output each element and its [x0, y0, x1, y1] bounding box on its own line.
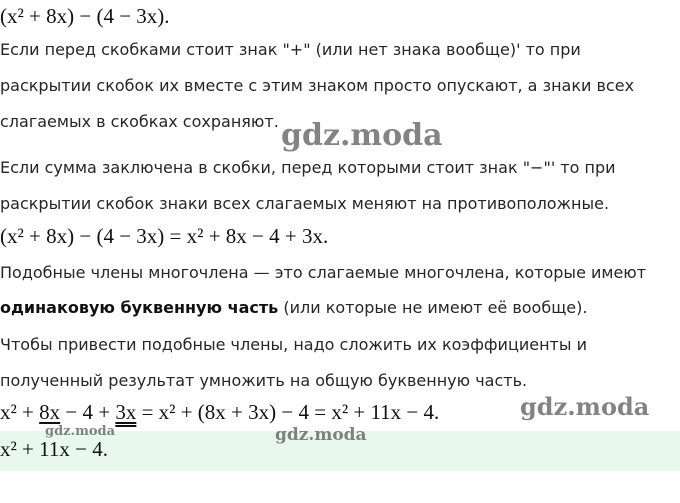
like-term-2: 3x — [115, 400, 137, 424]
watermark-logo: gdz.moda — [520, 392, 650, 421]
definition-line-2 — [0, 298, 587, 317]
rule-minus-line-2: раскрытии скобок знаки всех слагаемых меняют на противоположные. — [0, 194, 610, 213]
rule-minus-line-1: Если сумма заключена в скобки, перед которыми стоит знак "−"' то при — [0, 158, 616, 177]
equation-collect-middle: − 4 + — [60, 400, 116, 424]
rule-plus-line-2: раскрытии скобок их вместе с этим знаком просто опускают, а знаки всех — [0, 76, 635, 95]
equation-expanded: (x² + 8x) − (4 − 3x) = x² + 8x − 4 + 3x. — [0, 224, 329, 248]
equation-collect-end: = x² + (8x + 3x) − 4 = x² + 11x − 4. — [136, 400, 440, 424]
rule-collect-line-2: полученный результат умножить на общую буквенную часть. — [0, 371, 528, 390]
watermark-logo: gdz.moda — [275, 425, 367, 445]
equation-collect — [0, 400, 439, 425]
equation-collect-start: x² + — [0, 400, 40, 424]
equation-original: (x² + 8x) − (4 − 3x). — [0, 4, 170, 28]
definition-line-1: Подобные члены многочлена — это слагаемые многочлена, которые имеют — [0, 263, 647, 282]
rule-plus-line-1: Если перед скобками стоит знак "+" (или нет знака вообще)' то при — [0, 40, 581, 59]
watermark-logo: gdz.moda — [281, 118, 443, 153]
definition-bold-term: одинаковую буквенную часть — [0, 298, 279, 317]
watermark-logo: gdz.moda — [45, 424, 116, 439]
like-term-1: 8x — [39, 400, 61, 424]
definition-rest: (или которые не имеют её вообще). — [278, 298, 588, 317]
rule-collect-line-1: Чтобы привести подобные члены, надо сложить их коэффициенты и — [0, 335, 587, 354]
rule-plus-line-3: слагаемых в скобках сохраняют. — [0, 112, 279, 131]
answer-expression: x² + 11x − 4. — [0, 437, 108, 461]
